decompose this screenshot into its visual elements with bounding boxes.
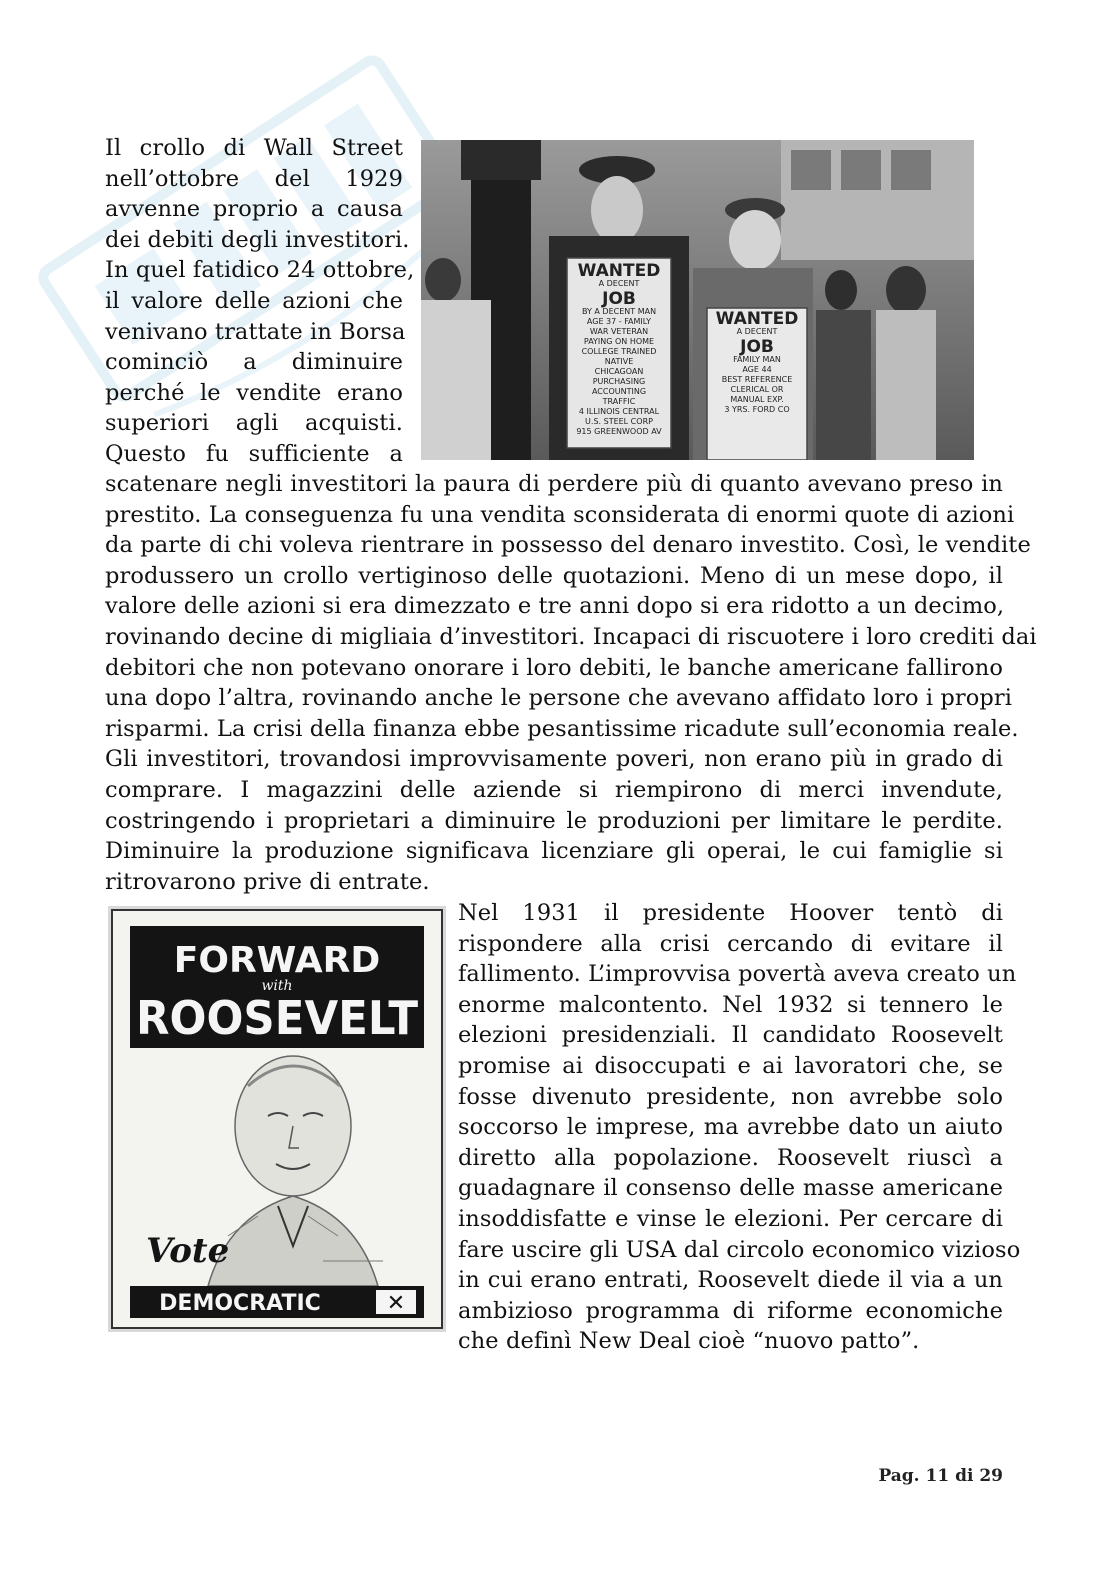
text-line: costringendo i proprietari a diminuire le produzioni per limitare le perdite. <box>105 807 1003 834</box>
text-line: soccorso le imprese, ma avrebbe dato un aiuto <box>458 1114 1003 1141</box>
text-line: elezioni presidenziali. Il candidato Roosevelt <box>458 1022 1003 1049</box>
text-line: risparmi. La crisi della finanza ebbe pesantissime ricadute sull’economia reale. <box>105 715 1019 742</box>
page-number: Pag. 11 di 29 <box>878 1466 1003 1486</box>
text-line: rovinando decine di migliaia d’investitori. Incapaci di riscuotere i loro crediti dai <box>105 623 1037 650</box>
text-line: Questo fu sufficiente a <box>105 440 403 467</box>
text-line: perché le vendite erano <box>105 379 403 406</box>
sign-text: PAYING ON HOME <box>583 337 655 346</box>
text-line: ritrovarono prive di entrate. <box>105 868 430 895</box>
text-line: comprare. I magazzini delle aziende si riempirono di merci invendute, <box>105 776 1003 803</box>
text-line: enorme malcontento. Nel 1932 si tennero le <box>458 991 1003 1018</box>
sign-text: A DECENT <box>598 279 640 288</box>
photo-job-seekers <box>421 140 974 460</box>
text-line: scatenare negli investitori la paura di perdere più di quanto avevano preso in <box>105 471 1003 497</box>
poster-roosevelt <box>108 906 446 1332</box>
sign-text: CLERICAL OR <box>730 385 784 394</box>
text-line: Gli investitori, trovandosi improvvisamente poveri, non erano più in grado di <box>105 746 1003 773</box>
text-line: fallimento. L’improvvisa povertà aveva creato un <box>458 961 1017 988</box>
text-line: una dopo l’altra, rovinando anche le persone che avevano affidato loro i propri <box>105 685 1013 712</box>
text-line: fosse divenuto presidente, non avrebbe solo <box>458 1083 1003 1110</box>
sign-text: AGE 44 <box>742 365 772 374</box>
text-line: che definì New Deal cioè “nuovo patto”. <box>458 1328 920 1355</box>
text-line: ambizioso programma di riforme economiche <box>458 1297 1003 1324</box>
sign-text: 3 YRS. FORD CO <box>724 405 790 414</box>
sign-text: U.S. STEEL CORP <box>585 417 653 426</box>
text-line: il valore delle azioni che <box>105 287 403 314</box>
sign-text: JOB <box>740 337 774 357</box>
text-line: da parte di chi voleva rientrare in possesso del denaro investito. Così, le vendite <box>105 532 1031 559</box>
text-line: in cui erano entrati, Roosevelt diede il via a un <box>458 1267 1003 1294</box>
sign-text: A DECENT <box>736 327 778 336</box>
text-line: nell’ottobre del 1929 <box>105 165 403 192</box>
text-line: fare uscire gli USA dal circolo economico vizioso <box>458 1236 1021 1263</box>
text-line: venivano trattate in Borsa <box>105 318 406 345</box>
text-line: Nel 1931 il presidente Hoover tentò di <box>458 900 1003 926</box>
sign-text: NATIVE <box>604 357 634 366</box>
sign-text: PURCHASING <box>592 377 646 386</box>
paragraph-2 <box>458 898 1021 1357</box>
text-line: debitori che non potevano onorare i loro debiti, le banche americane fallirono <box>105 654 1003 681</box>
paragraph-1-full <box>105 469 1037 897</box>
sign-text: COLLEGE TRAINED <box>581 347 657 356</box>
sign-text: 4 ILLINOIS CENTRAL <box>578 407 660 416</box>
sign-text: JOB <box>602 289 636 309</box>
sign-text: CHICAGOAN <box>594 367 644 376</box>
sign-text: AGE 37 - FAMILY <box>586 317 652 326</box>
text-line: insoddisfatte e vinse le elezioni. Per cercare di <box>458 1205 1003 1232</box>
poster-vote-text: Vote <box>146 1231 230 1271</box>
text-line: In quel fatidico 24 ottobre, <box>105 257 415 284</box>
text-line: rispondere alla crisi cercando di evitare il <box>458 930 1003 957</box>
text-line: avvenne proprio a causa <box>105 196 403 223</box>
sign-text: BY A DECENT MAN <box>581 307 657 316</box>
text-line: diretto alla popolazione. Roosevelt riuscì a <box>458 1144 1003 1171</box>
poster-democratic-text: DEMOCRATIC <box>159 1291 321 1316</box>
text-line: prestito. La conseguenza fu una vendita sconsiderata di enormi quote di azioni <box>105 501 1015 528</box>
text-line: promise ai disoccupati e ai lavoratori che, se <box>458 1052 1003 1079</box>
sign-text: BEST REFERENCE <box>721 375 793 384</box>
text-line: produssero un crollo vertiginoso delle quotazioni. Meno di un mese dopo, il <box>105 562 1003 589</box>
text-line: Diminuire la produzione significava licenziare gli operai, le cui famiglie si <box>105 838 1003 865</box>
text-line: dei debiti degli investitori. <box>105 226 410 253</box>
text-line: guadagnare il consenso delle masse americane <box>458 1175 1003 1202</box>
text-line: Il crollo di Wall Street <box>105 135 403 161</box>
sign-text: TRAFFIC <box>602 397 636 406</box>
sign-text: WANTED <box>715 309 799 329</box>
text-line: superiori agli acquisti. <box>105 410 403 437</box>
poster-roosevelt-text: ROOSEVELT <box>136 991 419 1045</box>
sign-text: WANTED <box>577 261 661 281</box>
text-line: valore delle azioni si era dimezzato e tre anni dopo si era ridotto a un decimo, <box>105 593 1005 620</box>
poster-with-text: with <box>261 978 293 994</box>
sign-text: ACCOUNTING <box>591 387 647 396</box>
poster-x-box: ✕ <box>386 1291 406 1316</box>
sign-text: MANUAL EXP. <box>730 395 784 404</box>
poster-forward-text: FORWARD <box>173 940 381 981</box>
paragraph-1-top <box>105 133 415 470</box>
sign-text: WAR VETERAN <box>589 327 649 336</box>
sign-text: FAMILY MAN <box>733 355 781 364</box>
sign-text: 915 GREENWOOD AV <box>576 427 662 436</box>
text-line: cominciò a diminuire <box>105 349 403 376</box>
